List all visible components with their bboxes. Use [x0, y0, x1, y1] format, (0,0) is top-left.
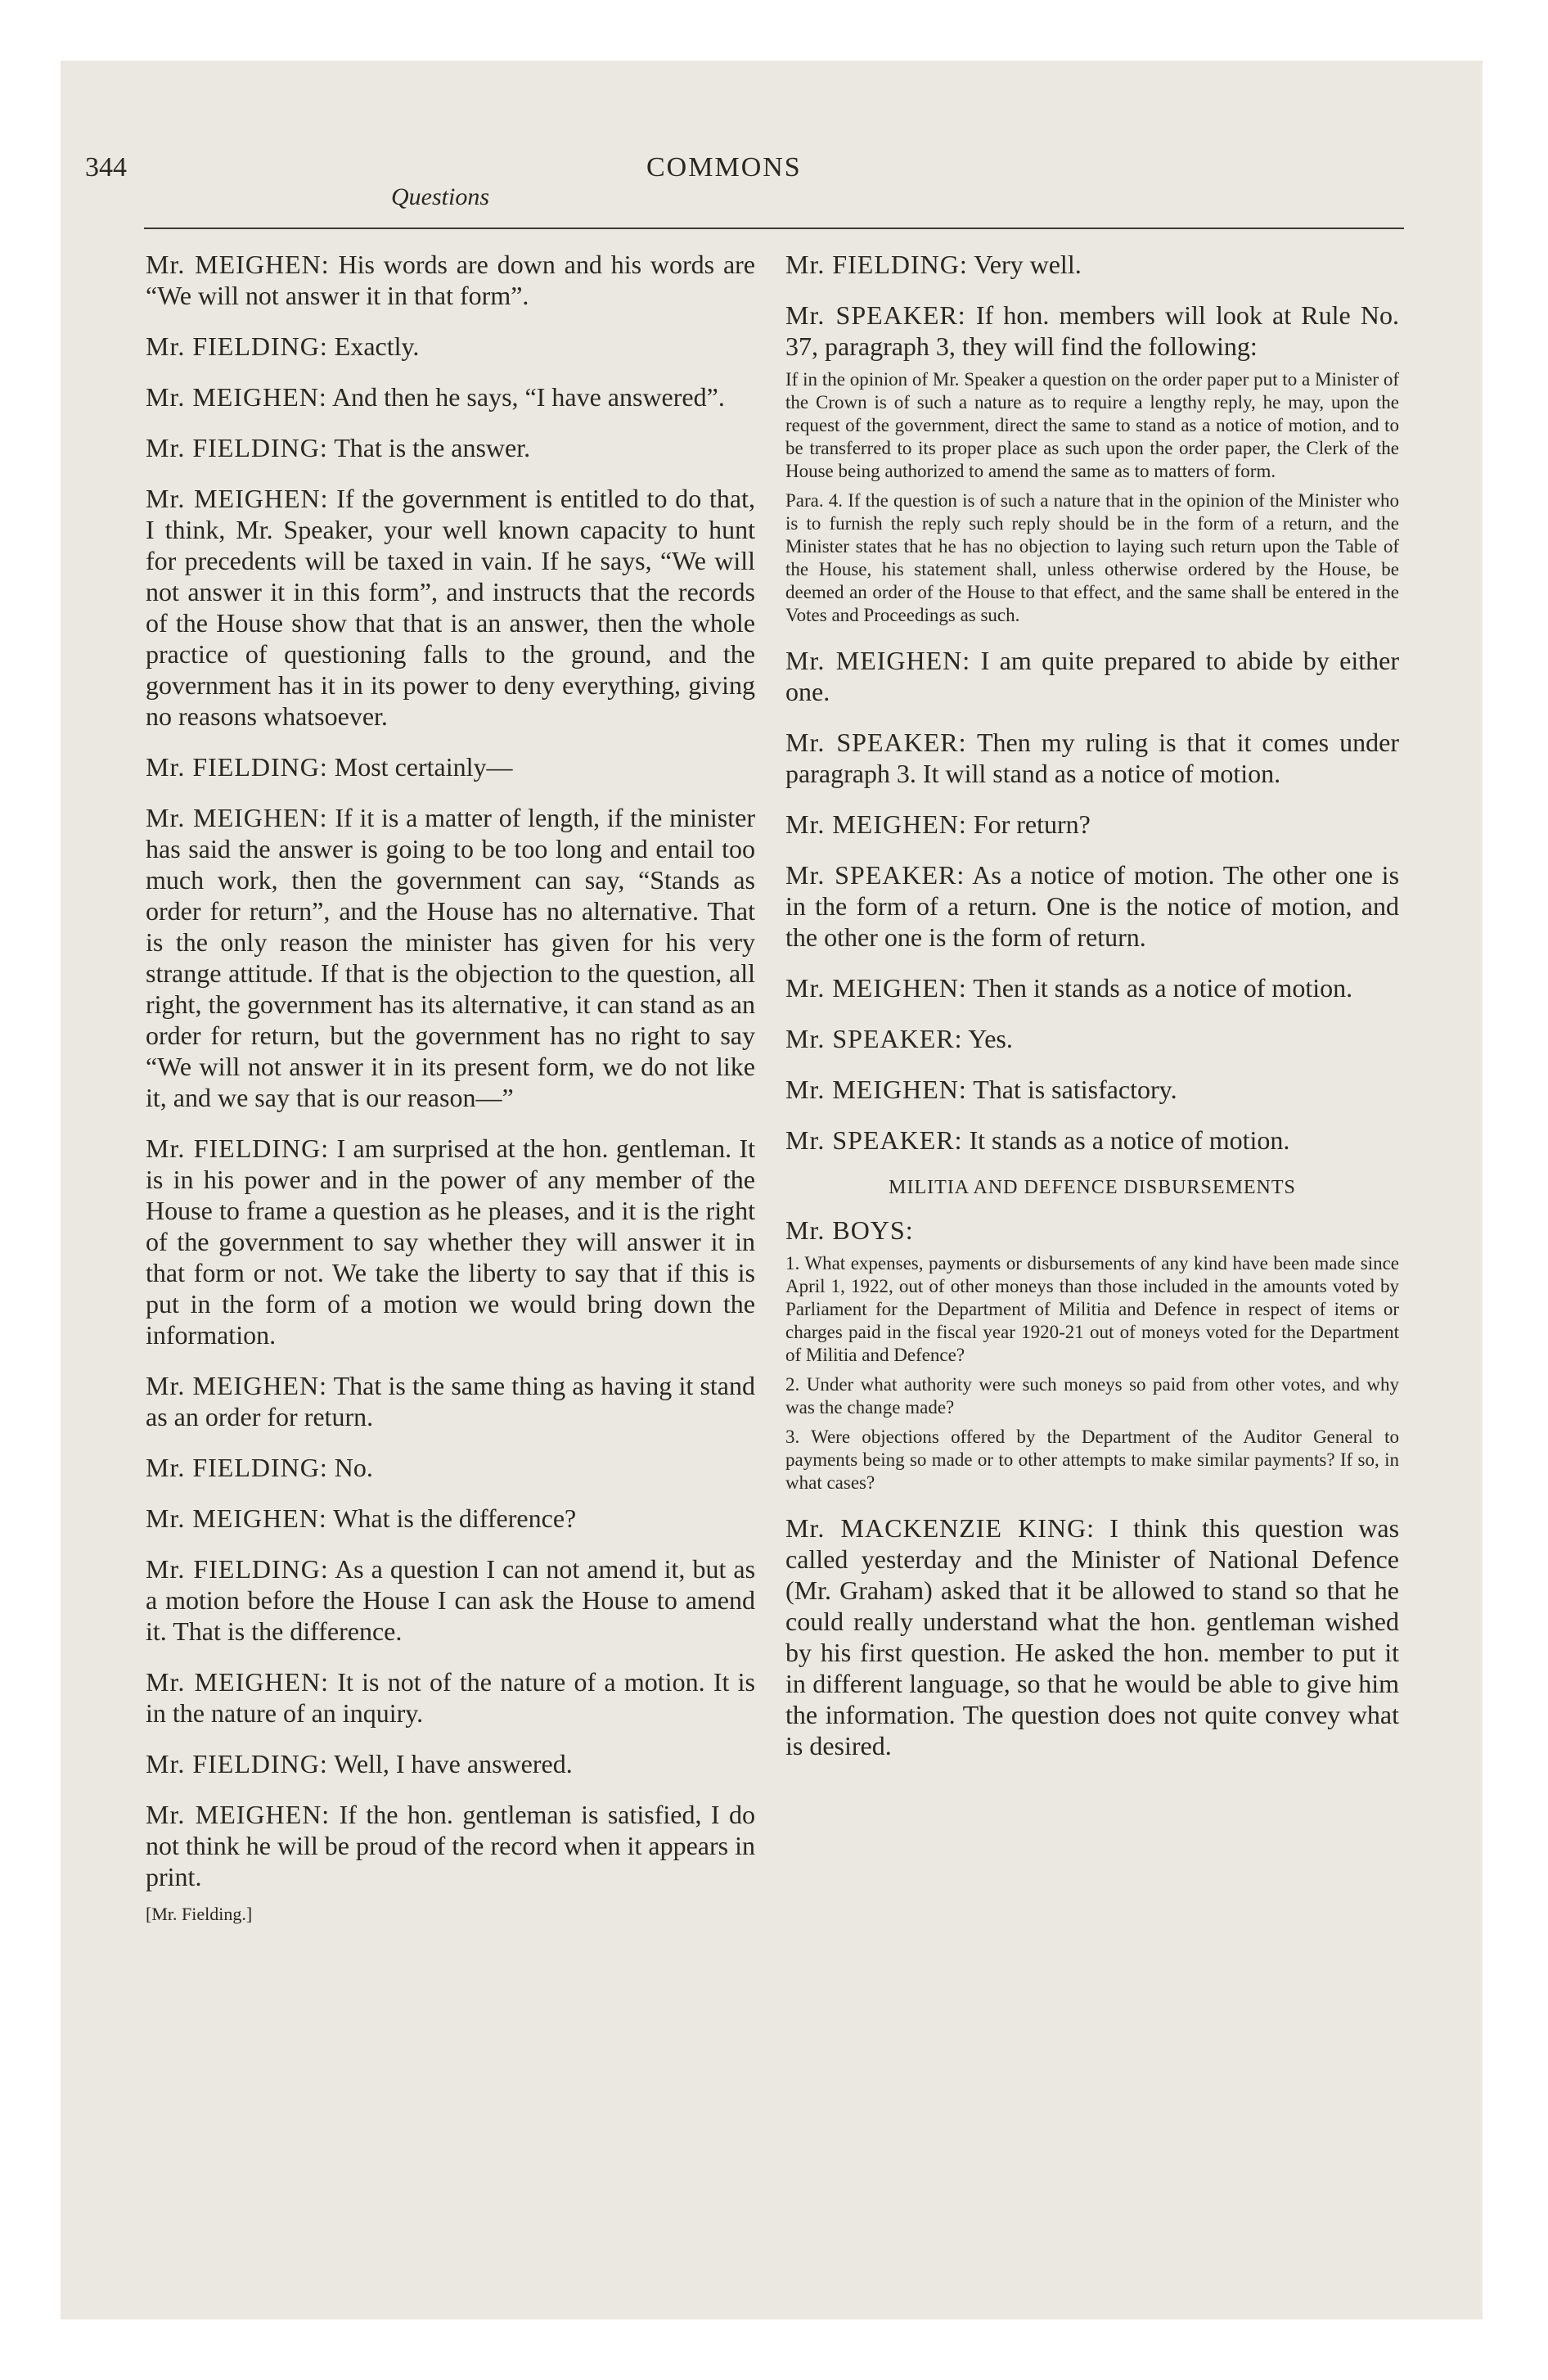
paragraph: Mr. FIELDING: Exactly.: [146, 331, 420, 361]
paragraph: Mr. MEIGHEN: What is the difference?: [146, 1503, 577, 1533]
paragraph: Mr. SPEAKER: It stands as a notice of motion.: [785, 1125, 1290, 1155]
paragraph: Mr. SPEAKER: Then my ruling is that it comes under paragraph 3. It will stand as a notice of motion.: [785, 728, 1400, 788]
rule-quote: Para. 4. If the question is of such a nature that in the opinion of the Minister who is to furnish the reply such reply should be in the form of a return, and the Minister states that he has no objection to laying such return upon the Table of the House, his statement shall, unless otherwise ordered by the House, be deemed an order of the House to that effect, and the same shall be entered in the Votes and Proceedings as such.: [785, 490, 1399, 625]
section-heading: MILITIA AND DEFENCE DISBURSEMENTS: [889, 1177, 1296, 1198]
paragraph: Mr. MEIGHEN: If the hon. gentleman is satisfied, I do not think he will be proud of the record when it appears in print.: [146, 1800, 756, 1891]
paragraph: Mr. MEIGHEN: If it is a matter of length, if the minister has said the answer is going to be too long and entail too much work, then the government can say, “Stands as order for return”, and the House has no alternative. That is the only reason the minister has given for his very strange attitude. If that is the objection to the question, all right, the government has its alternative, it can stand as an order for return, but the government has no right to say “We will not answer it in its present form, we do not like it, and we say that is our reason—”: [146, 803, 756, 1112]
paragraph: Mr. BOYS:: [785, 1215, 914, 1245]
paragraph: Mr. MEIGHEN: Then it stands as a notice of motion.: [785, 973, 1353, 1003]
right-column: [785, 249, 1399, 1781]
paragraph: Mr. MEIGHEN: For return?: [785, 809, 1091, 839]
paragraph: Mr. FIELDING: Very well.: [785, 250, 1082, 279]
paragraph: Mr. FIELDING: That is the answer.: [146, 433, 531, 462]
paragraph: Mr. SPEAKER: As a notice of motion. The other one is in the form of a return. One is the notice of motion, and the other one is the form of return.: [785, 860, 1400, 952]
paragraph: Mr. MEIGHEN: His words are down and his words are “We will not answer it in that form”.: [146, 250, 756, 310]
paragraph: Mr. FIELDING: As a question I can not amend it, but as a motion before the House I can ask the House to amend it. That is the difference.: [146, 1554, 756, 1646]
paragraph: Mr. FIELDING: I am surprised at the hon. gentleman. It is in his power and in the power of any member of the House to frame a question as he pleases, and it is the right of the government to say whether they will answer it in that form or not. We take the liberty to say that if this is put in the form of a motion we would bring down the information.: [146, 1134, 756, 1350]
paragraph: Mr. MEIGHEN: I am quite prepared to abide by either one.: [785, 646, 1400, 706]
paragraph: Mr. MEIGHEN: It is not of the nature of a motion. It is in the nature of an inquiry.: [146, 1667, 756, 1728]
paragraph: Mr. SPEAKER: If hon. members will look at Rule No. 37, paragraph 3, they will find the following:: [785, 300, 1400, 361]
paragraph: Mr. FIELDING: Most certainly—: [146, 752, 513, 782]
paragraph: Mr. MEIGHEN: That is the same thing as having it stand as an order for return.: [146, 1371, 756, 1431]
question-item: 1. What expenses, payments or disbursements of any kind have been made since April 1, 1922, out of other moneys than those included in the amounts voted by Parliament for the Department of Militia and Defence in respect of items or charges paid in the fiscal year 1920-21 out of moneys voted for the Department of Militia and Defence?: [785, 1253, 1399, 1365]
left-column: [146, 249, 755, 1930]
question-item: 3. Were objections offered by the Department of the Auditor General to payments being so made or to other attempts to make similar payments? If so, in what cases?: [785, 1427, 1399, 1493]
header-rule: [144, 228, 1404, 229]
paragraph: Mr. SPEAKER: Yes.: [785, 1024, 1013, 1053]
paragraph: Mr. MEIGHEN: That is satisfactory.: [785, 1075, 1177, 1104]
paragraph: Mr. MEIGHEN: And then he says, “I have answered”.: [146, 382, 725, 412]
paragraph: Mr. FIELDING: Well, I have answered.: [146, 1749, 573, 1778]
page-number: 344: [85, 152, 127, 183]
paragraph: Mr. FIELDING: No.: [146, 1453, 373, 1482]
page-title: COMMONS: [646, 152, 802, 183]
rule-quote: If in the opinion of Mr. Speaker a question on the order paper put to a Minister of the Crown is of such a nature as to require a lengthy reply, he may, upon the request of the government, direct the same to stand as a notice of motion, and to be transferred to its proper place as such upon the order paper, the Clerk of the House being authorized to amend the same as to matters of form.: [785, 369, 1399, 481]
question-item: 2. Under what authority were such moneys so paid from other votes, and why was the change made?: [785, 1374, 1399, 1418]
paragraph: Mr. MEIGHEN: If the government is entitled to do that, I think, Mr. Speaker, your well known capacity to hunt for precedents will be taxed in vain. If he says, “We will not answer it in this form”, and instructs that the records of the House show that that is an answer, then the whole practice of questioning falls to the ground, and the government has it in its power to deny everything, giving no reasons whatsoever.: [146, 484, 756, 731]
paragraph: Mr. MACKENZIE KING: I think this question was called yesterday and the Minister of National Defence (Mr. Graham) asked that it be allowed to stand so that he could really understand what the hon. gentleman wished by his first question. He asked the hon. member to put it in different language, so that he would be able to give him the information. The question does not quite convey what is desired.: [785, 1513, 1400, 1760]
footer-note: [Mr. Fielding.]: [146, 1904, 253, 1924]
section-subtitle: Questions: [391, 183, 489, 210]
